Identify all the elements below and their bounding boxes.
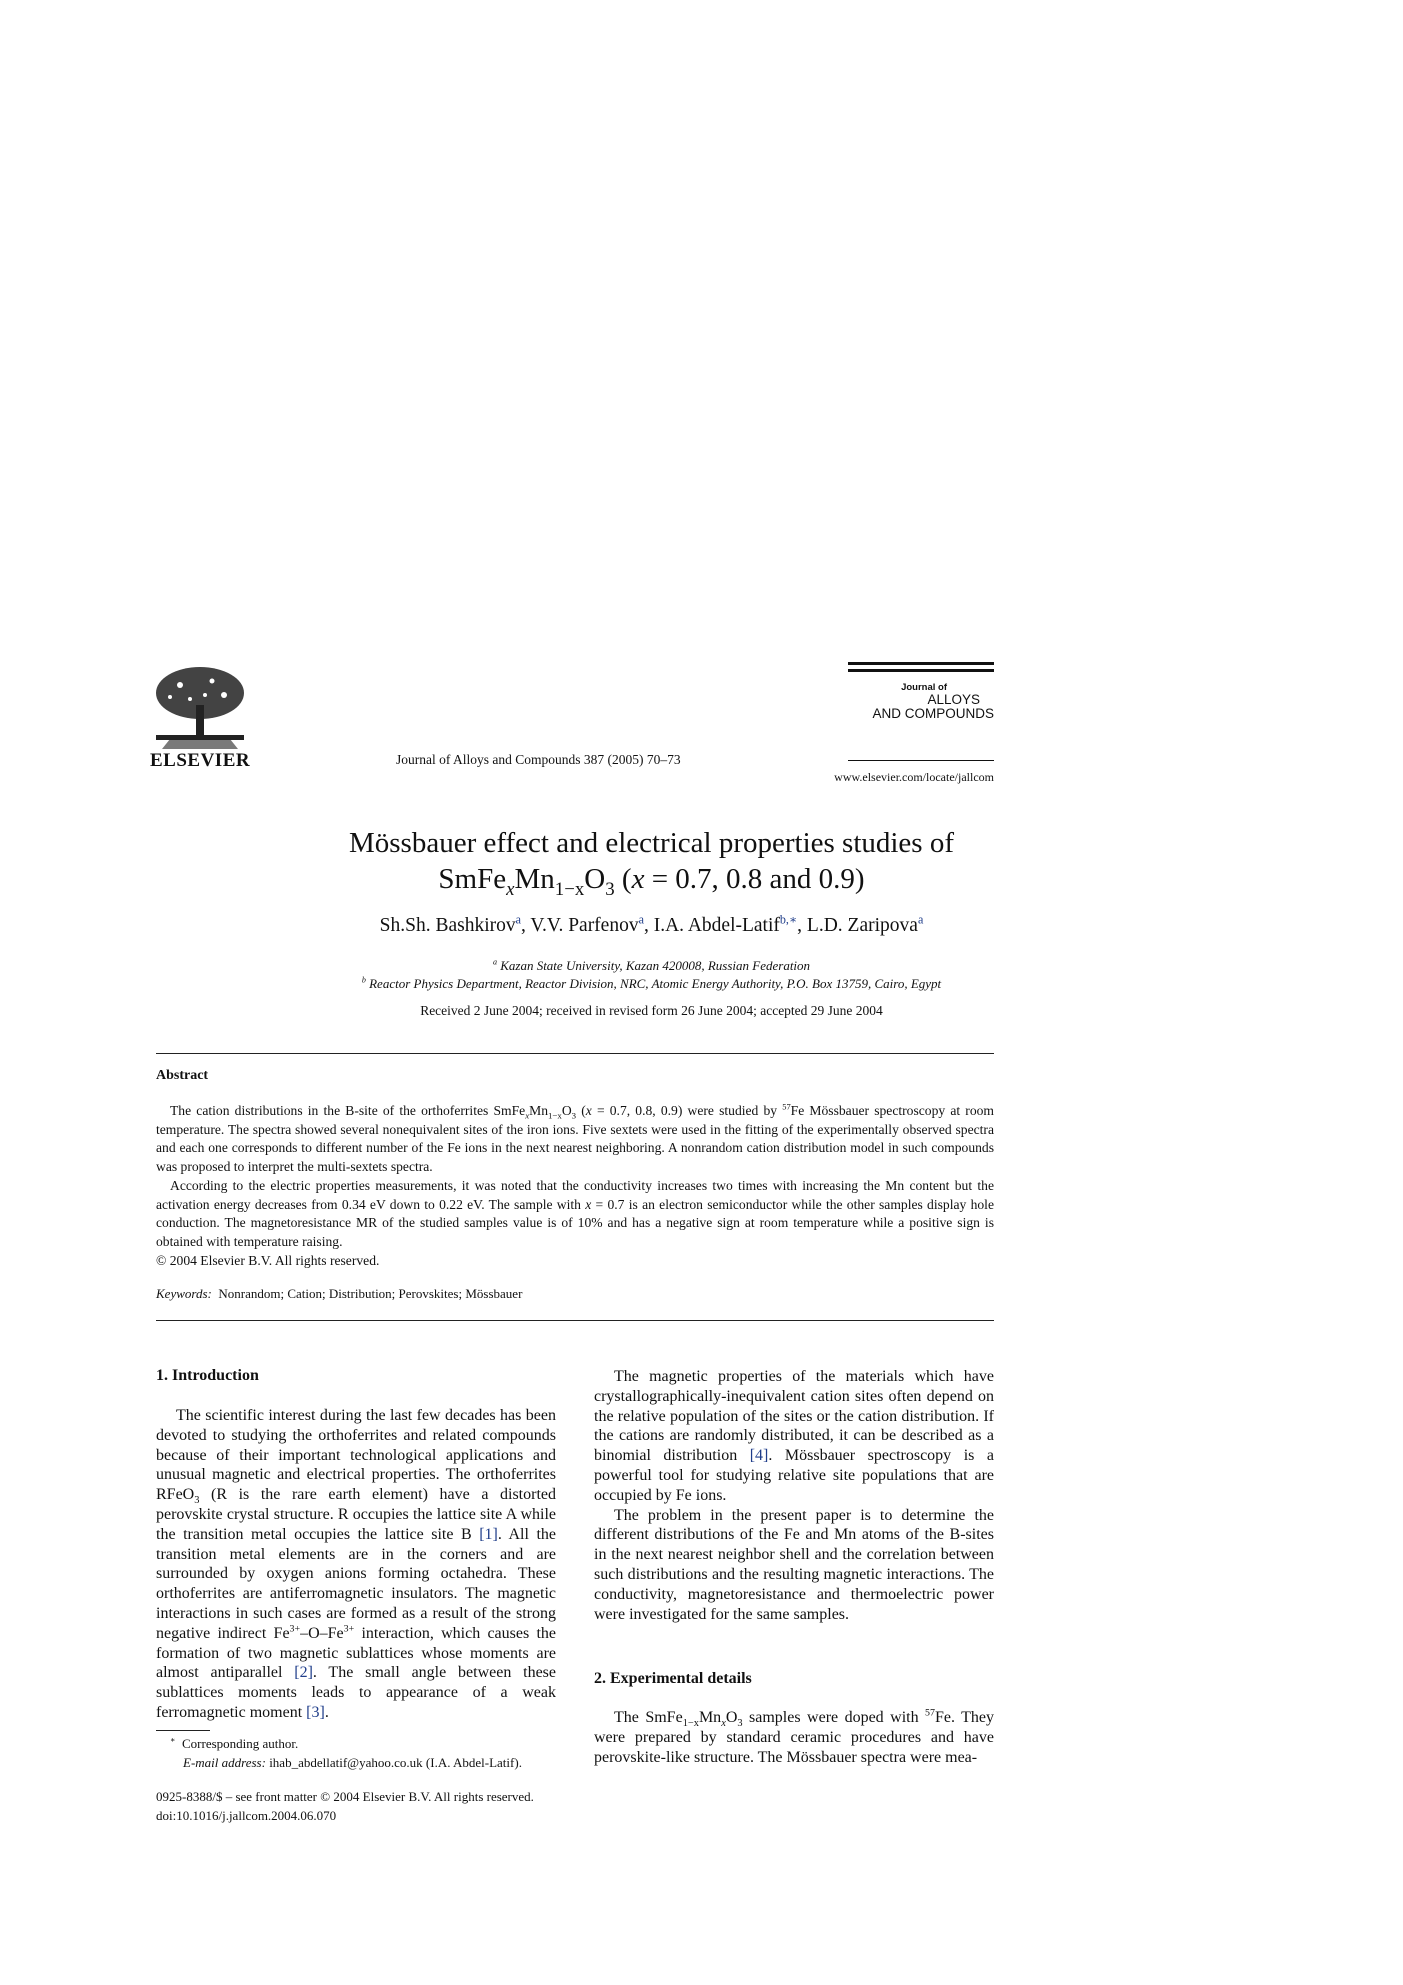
issn-line: 0925-8388/$ – see front matter © 2004 Elsevier B.V. All rights reserved. [156,1789,534,1804]
journal-citation: Journal of Alloys and Compounds 387 (2005) 70–73 [396,752,681,767]
journal-logo-line1: Journal of [901,682,947,693]
author-list: Sh.Sh. Bashkirov$^a$, V.V. Parfenov$^a$, I.A. Abdel-Latif$^{b,∗}$, L.D. Zaripova$^a$ [379,912,924,936]
experimental-text: The $SmFe_{1-x}Mn_xO_3$ samples were doped with $^{57}$Fe. They were prepared by standard ceramic procedures and have perovskite-like structure. The Mössbauer spectra were mea- [594,1707,994,1766]
paper-title-line2: $SmFe_xMn_{1-x}O_3$ (x = 0.7, 0.8 and 0.9) [438,863,865,900]
abstract-top-rule [156,1053,994,1054]
citation-link[interactable]: [1] [479,1525,498,1543]
abstract-body [156,1102,994,1270]
citation-link[interactable]: [3] [306,1703,325,1721]
section-heading-experimental: 2. Experimental details [594,1670,752,1687]
abstract-paragraph-2: According to the electric properties measurements, it was noted that the conductivity increases two times with increasing the Mn content but the activation energy decreases from 0.34 eV down to 0.22 eV. The sample with x = 0.7 is an electron semiconductor while the other samples display hole conduction. The magnetoresistance MR of the studied samples value is of 10% and has a negative sign at room temperature while a positive sign is obtained with temperature raising. [156,1177,994,1249]
header-rule [848,760,994,761]
affiliation-b: $^b$ Reactor Physics Department, Reactor Division, NRC, Atomic Energy Authority, P.O. Box 13759, Cairo, Egypt [361,975,942,991]
received-dates: Received 2 June 2004; received in revised form 26 June 2004; accepted 29 June 2004 [420,1003,883,1018]
journal-logo [848,662,994,721]
doi-line[interactable]: doi:10.1016/j.jallcom.2004.06.070 [156,1808,337,1823]
journal-logo-line3: AND COMPOUNDS [872,706,994,721]
journal-logo-line2: ALLOYS [927,692,980,707]
introduction-text: The scientific interest during the last few decades has been devoted to studying the orthoferrites and related compounds because of their important technological applications and unusual magnetic and electrical properties. The orthoferrites RFeO$_3$ (R is the rare earth element) have a distorted perovskite crystal structure. R occupies the lattice site A while the transition metal occupies the lattice site B [1]. All the transition metal elements are in the corners and are surrounded by oxygen anions forming octahedra. These orthoferrites are antiferromagnetic insulators. The magnetic interactions in such cases are formed as a result of the strong negative indirect $Fe^{3+}-O-Fe^{3+}$ interaction, which causes the formation of two magnetic sublattices whose moments are almost antiparallel [2]. The small angle between these sublattices moments leads to appearance of a weak ferromagnetic moment [3]. [156,1407,557,1721]
abstract-heading: Abstract [156,1068,209,1083]
introduction-text-continued: The magnetic properties of the materials which have crystallographically-inequivalent cation sites often depend on the relative population of the sites or the cation distribution. If the cations are randomly distributed, it can be described as a binomial distribution [4]. Mössbauer spectroscopy is a powerful tool for studying relative site populations that are occupied by Fe ions. The problem in the present paper is to determine the different distributions of the Fe and Mn atoms of the B-sites in the next nearest neighbor shell and the correlation between such distributions and the resulting magnetic interactions. The conductivity, magnetoresistance and thermoelectric power were investigated for the same samples. [594,1368,994,1623]
journal-url[interactable]: www.elsevier.com/locate/jallcom [834,770,994,784]
footnote-email: E-mail address: ihab_abdellatif@yahoo.co.uk (I.A. Abdel-Latif). [183,1755,522,1770]
affiliation-a: $^a$ Kazan State University, Kazan 420008, Russian Federation [492,957,811,973]
footnote-corresponding: ∗ Corresponding author. [170,1735,299,1751]
abstract-bottom-rule [156,1320,994,1321]
copyright-line: © 2004 Elsevier B.V. All rights reserved. [156,1252,380,1268]
publisher-name: ELSEVIER [150,750,251,771]
keywords: Keywords: Nonrandom; Cation; Distribution; Perovskites; Mössbauer [156,1286,523,1301]
email-link[interactable]: ihab_abdellatif@yahoo.co.uk (I.A. Abdel-Latif). [269,1755,522,1770]
citation-link[interactable]: [4] [749,1447,769,1465]
section-heading-introduction: 1. Introduction [156,1367,259,1384]
abstract-paragraph-1: The cation distributions in the B-site of the orthoferrites $SmFe_xMn_{1-x}O_3$ (x = 0.7, 0.8, 0.9) were studied by $^{57}$Fe Mössbauer spectroscopy at room temperature. The spectra showed several nonequivalent sites of the iron ions. Five sextets were used in the fitting of the experimentally observed spectra and each one corresponds to different number of the Fe ions in the next nearest neighboring. A nonrandom cation distribution model in such compounds was proposed to interpret the multi-sextets spectra. [156,1101,994,1175]
footnote-rule [156,1730,210,1731]
citation-link[interactable]: [2] [294,1664,313,1682]
paper-title-line1: Mössbauer effect and electrical properties studies of [348,827,954,859]
